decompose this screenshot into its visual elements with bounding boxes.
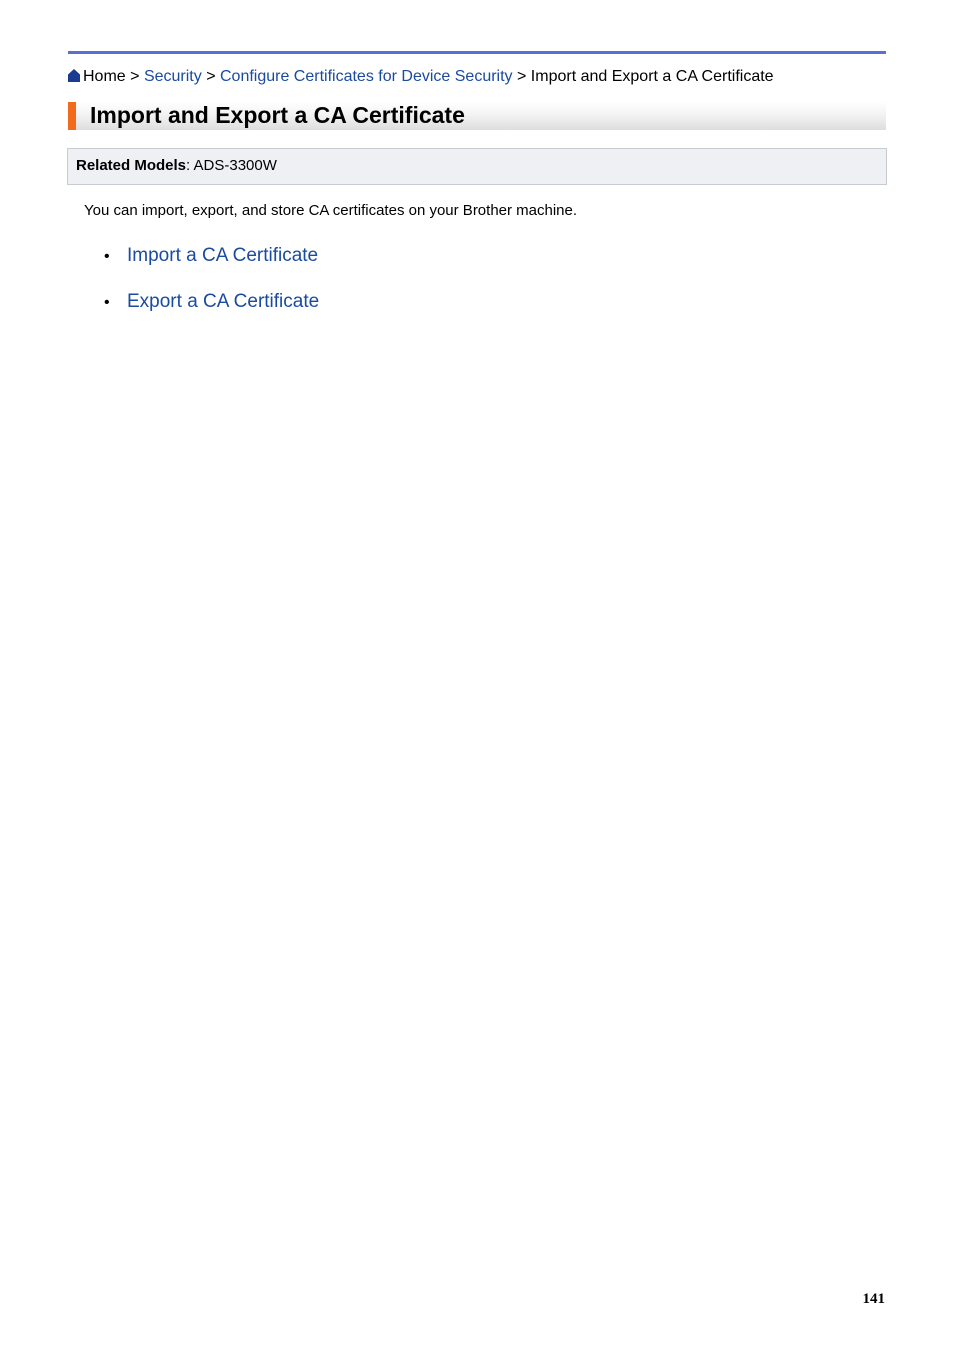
breadcrumb-current: Import and Export a CA Certificate — [530, 68, 774, 85]
breadcrumb-separator: > — [130, 68, 140, 85]
breadcrumb-separator: > — [517, 68, 527, 85]
intro-text: You can import, export, and store CA certificates on your Brother machine. — [84, 202, 578, 219]
top-rule — [68, 51, 886, 54]
breadcrumb-link-security[interactable]: Security — [143, 68, 202, 85]
bullet: • — [104, 248, 110, 265]
related-models-box — [67, 148, 887, 185]
page-number: 141 — [862, 1291, 885, 1307]
related-models-text — [76, 157, 277, 175]
breadcrumb-link-configure-certificates[interactable]: Configure Certificates for Device Security — [219, 68, 513, 85]
import-ca-certificate-link[interactable]: Import a CA Certificate — [127, 245, 319, 266]
title-bar — [68, 102, 886, 130]
bullet: • — [104, 294, 110, 311]
breadcrumb-separator: > — [206, 68, 216, 85]
house-icon[interactable] — [68, 68, 80, 88]
related-models-label: Related Models — [76, 157, 187, 174]
page-title: Import and Export a CA Certificate — [90, 102, 465, 128]
export-ca-certificate-link[interactable]: Export a CA Certificate — [127, 291, 320, 312]
list-item — [104, 244, 319, 290]
list-item — [104, 290, 319, 336]
related-models-value: : ADS-3300W — [186, 157, 277, 174]
breadcrumb-home[interactable]: Home — [83, 68, 126, 85]
title-accent — [68, 102, 76, 130]
breadcrumb — [68, 67, 774, 88]
link-list — [104, 244, 319, 336]
